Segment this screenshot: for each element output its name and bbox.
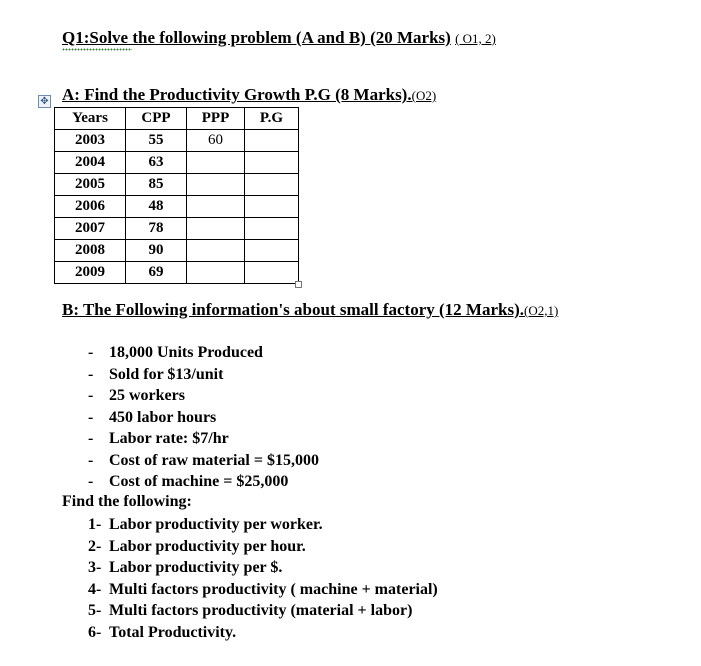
- item-number: 2-: [88, 537, 102, 555]
- list-item: [88, 557, 438, 579]
- bullet-dash: -: [88, 430, 94, 447]
- cell-cpp[interactable]: 78: [126, 218, 187, 240]
- list-item: [88, 536, 438, 558]
- task-list: [88, 514, 438, 643]
- cell-cpp[interactable]: 85: [126, 174, 187, 196]
- factory-info-list: [88, 342, 319, 493]
- part-b-heading: [62, 300, 558, 320]
- bullet-dash: -: [88, 473, 94, 490]
- cell-ppp[interactable]: [187, 218, 245, 240]
- table-row: [55, 152, 299, 174]
- list-item: [88, 471, 319, 493]
- cell-ppp[interactable]: [187, 240, 245, 262]
- task-text: Multi factors productivity ( machine + material): [109, 580, 438, 598]
- list-item: [88, 622, 438, 644]
- find-heading: Find the following:: [62, 493, 192, 510]
- cell-cpp[interactable]: 90: [126, 240, 187, 262]
- cell-year[interactable]: 2005: [55, 174, 126, 196]
- bullet-dash: -: [88, 387, 94, 404]
- list-item: [88, 364, 319, 386]
- move-icon[interactable]: ✥: [38, 95, 51, 108]
- cell-cpp[interactable]: 55: [126, 130, 187, 152]
- question-title: [62, 28, 496, 48]
- cell-cpp[interactable]: 69: [126, 262, 187, 284]
- list-item: [88, 428, 319, 450]
- cell-pg[interactable]: [245, 218, 299, 240]
- cell-cpp[interactable]: 48: [126, 196, 187, 218]
- cell-ppp[interactable]: [187, 196, 245, 218]
- cell-ppp[interactable]: 60: [187, 130, 245, 152]
- cell-pg[interactable]: [245, 196, 299, 218]
- cell-pg[interactable]: [245, 130, 299, 152]
- table-row: [55, 196, 299, 218]
- info-text: 450 labor hours: [109, 408, 217, 426]
- task-text: Labor productivity per $.: [109, 559, 283, 576]
- part-a-title: A: Find the Productivity Growth P.G (8 Marks).: [62, 85, 412, 104]
- list-item: [88, 579, 438, 601]
- cell-ppp[interactable]: [187, 174, 245, 196]
- item-number: 3-: [88, 559, 102, 576]
- table-row: [55, 174, 299, 196]
- cell-ppp[interactable]: [187, 262, 245, 284]
- item-number: 6-: [88, 623, 102, 641]
- info-text: Cost of machine = $25,000: [109, 473, 289, 490]
- productivity-table: [54, 107, 299, 284]
- list-item: [88, 450, 319, 472]
- question-outcome-ref: ( O1, 2): [455, 31, 496, 46]
- part-b-title: B: The Following information's about small factory (12 Marks).: [62, 300, 524, 319]
- header-years: Years: [55, 108, 126, 130]
- header-ppp: PPP: [187, 108, 245, 130]
- info-text: Cost of raw material = $15,000: [109, 451, 319, 469]
- bullet-dash: -: [88, 344, 94, 361]
- question-title-text: Q1:Solve the following problem (A and B) (20 Marks): [62, 28, 451, 47]
- bullet-dash: -: [88, 451, 94, 469]
- bullet-dash: -: [88, 365, 94, 383]
- cell-year[interactable]: 2006: [55, 196, 126, 218]
- resize-icon[interactable]: [295, 281, 302, 288]
- spellcheck-squiggle: [62, 48, 132, 51]
- cell-cpp[interactable]: 63: [126, 152, 187, 174]
- table-header-row: [55, 108, 299, 130]
- part-b-outcome-ref: (O2,1): [523, 303, 559, 318]
- item-number: 5-: [88, 602, 102, 619]
- list-item: [88, 514, 438, 536]
- header-pg: P.G: [245, 108, 299, 130]
- list-item: [88, 342, 319, 364]
- cell-ppp[interactable]: [187, 152, 245, 174]
- task-text: Labor productivity per hour.: [109, 537, 306, 555]
- task-text: Total Productivity.: [109, 623, 237, 641]
- item-number: 4-: [88, 580, 102, 598]
- list-item: [88, 385, 319, 407]
- info-text: 18,000 Units Produced: [109, 344, 263, 361]
- table-row: [55, 218, 299, 240]
- info-text: Labor rate: $7/hr: [109, 430, 229, 447]
- cell-pg[interactable]: [245, 174, 299, 196]
- bullet-dash: -: [88, 408, 94, 426]
- cell-year[interactable]: 2009: [55, 262, 126, 284]
- header-cpp: CPP: [126, 108, 187, 130]
- part-a-outcome-ref: (O2): [411, 88, 437, 103]
- info-text: Sold for $13/unit: [109, 365, 224, 383]
- info-text: 25 workers: [109, 387, 185, 404]
- cell-pg[interactable]: [245, 240, 299, 262]
- task-text: Multi factors productivity (material + labor): [109, 602, 413, 619]
- cell-year[interactable]: 2004: [55, 152, 126, 174]
- cell-pg[interactable]: [245, 262, 299, 284]
- list-item: [88, 407, 319, 429]
- cell-year[interactable]: 2003: [55, 130, 126, 152]
- table-row: [55, 262, 299, 284]
- table-row: [55, 130, 299, 152]
- table-row: [55, 240, 299, 262]
- part-a-heading: [62, 85, 436, 105]
- cell-pg[interactable]: [245, 152, 299, 174]
- cell-year[interactable]: 2008: [55, 240, 126, 262]
- task-text: Labor productivity per worker.: [109, 516, 323, 533]
- list-item: [88, 600, 438, 622]
- cell-year[interactable]: 2007: [55, 218, 126, 240]
- item-number: 1-: [88, 516, 102, 533]
